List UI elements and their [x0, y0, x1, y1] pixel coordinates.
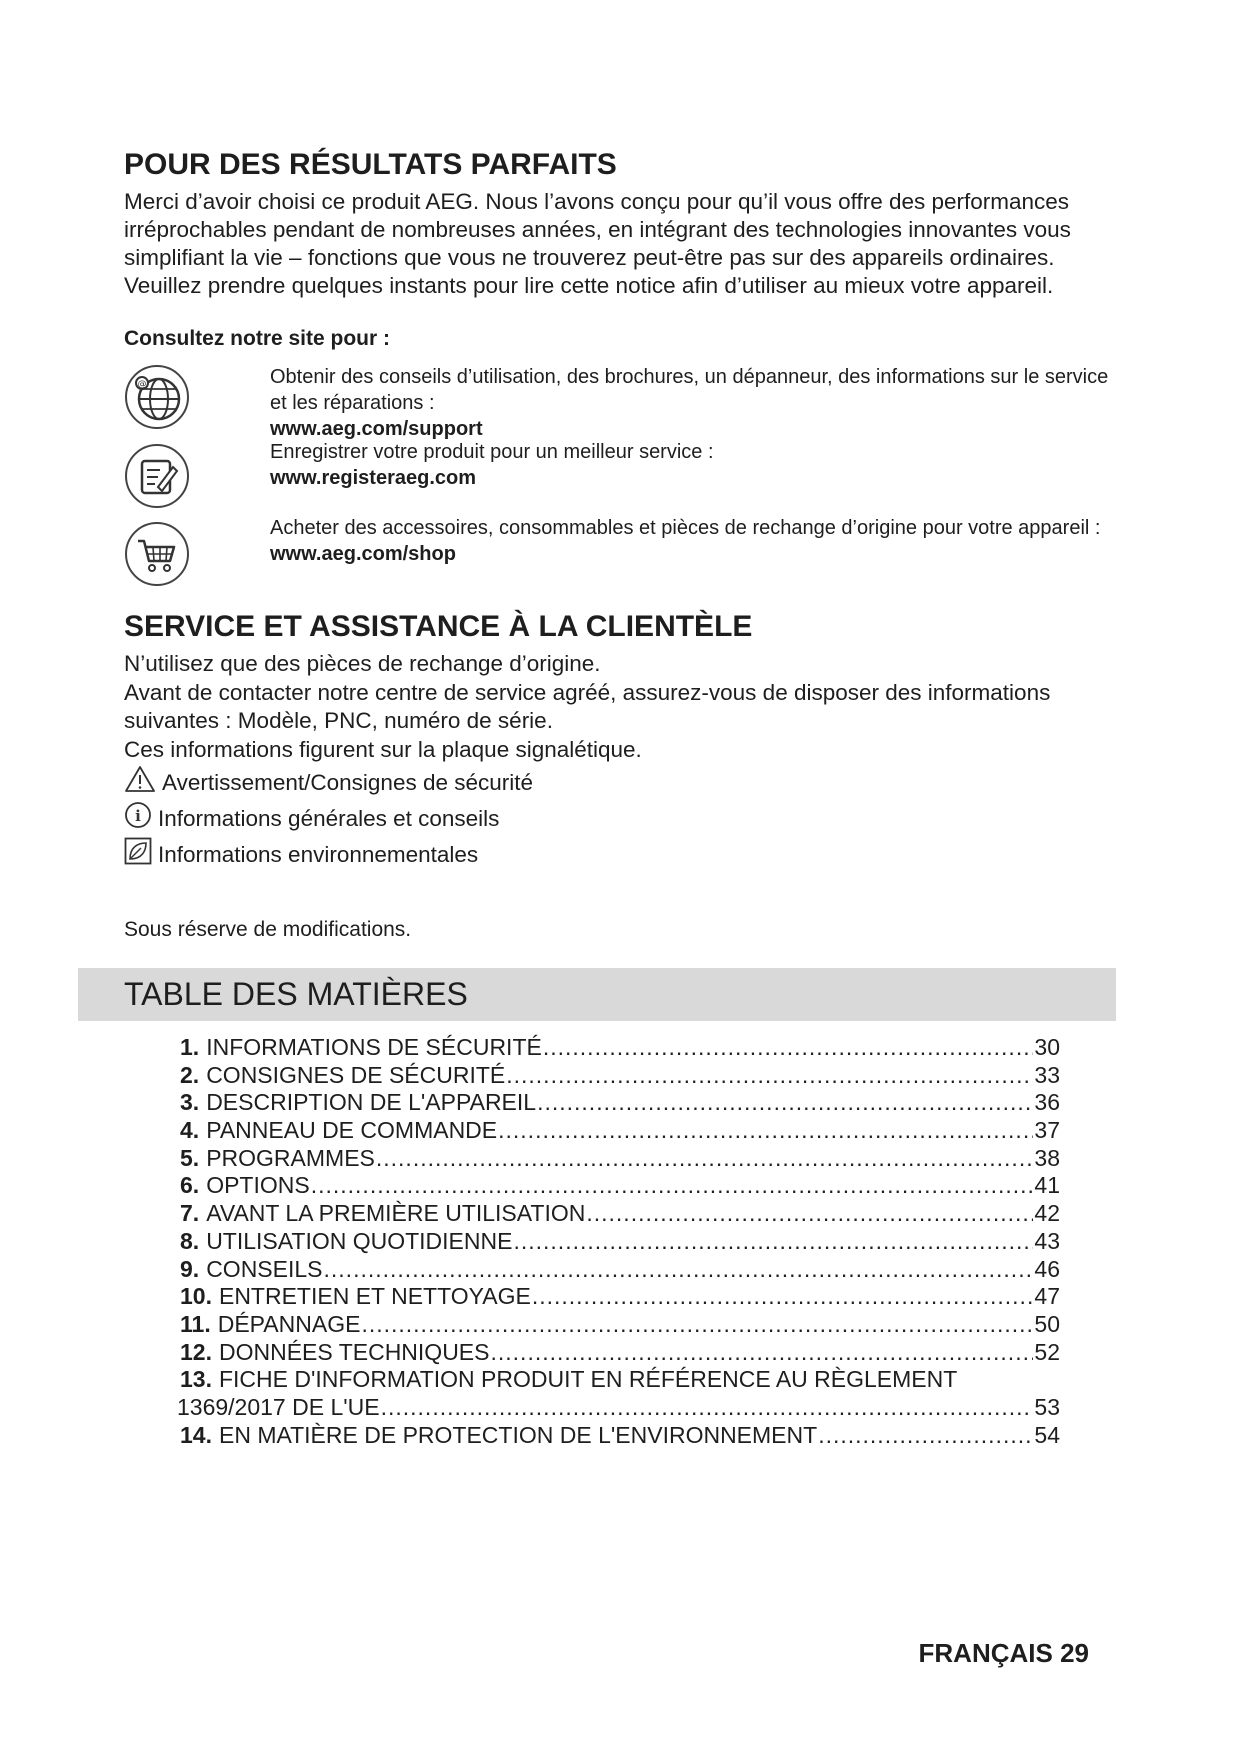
cart-icon [124, 521, 190, 587]
toc-item[interactable]: 11. DÉPANNAGE ..... 50 [180, 1311, 1060, 1339]
toc-item-continued[interactable]: 1369/2017 DE L'UE ..... 53 [177, 1394, 1060, 1422]
toc-item[interactable]: 10. ENTRETIEN ET NETTOYAGE ..... 47 [180, 1283, 1060, 1311]
table-of-contents [177, 1034, 1060, 1449]
section-title-results: POUR DES RÉSULTATS PARFAITS [124, 148, 617, 181]
toc-item[interactable]: 1. INFORMATIONS DE SÉCURITÉ ..... 30 [180, 1034, 1060, 1062]
legend-environment-label: Informations environnementales [158, 842, 479, 867]
support-url-link[interactable]: www.aeg.com/support [270, 418, 483, 440]
globe-icon [124, 364, 190, 430]
toc-item[interactable]: 3. DESCRIPTION DE L'APPAREIL ..... 36 [180, 1089, 1060, 1117]
info-icon [124, 801, 152, 829]
intro-paragraph: Merci d’avoir choisi ce produit AEG. Nous l’avons conçu pour qu’il vous offre des performances irréprochables pendant de nombreuses années, en intégrant des technologies innovantes vous simplifiant la vie – fonctions que vous ne trouverez peut-être pas sur des appareils ordinaires. Veuillez prendre quelques instants pour lire cette notice afin d’utiliser au mieux votre appareil. [124, 189, 1071, 298]
page-footer: FRANÇAIS 29 [918, 1638, 1089, 1668]
warning-icon [124, 765, 156, 793]
register-description: Enregistrer votre produit pour un meilleur service : [270, 441, 714, 463]
shop-url-link[interactable]: www.aeg.com/shop [270, 543, 456, 565]
service-text [124, 650, 1084, 764]
toc-item[interactable]: 6. OPTIONS ..... 41 [180, 1172, 1060, 1200]
toc-item[interactable]: 2. CONSIGNES DE SÉCURITÉ ..... 33 [180, 1062, 1060, 1090]
toc-item[interactable]: 4. PANNEAU DE COMMANDE ..... 37 [180, 1117, 1060, 1145]
toc-item[interactable]: 9. CONSEILS ..... 46 [180, 1256, 1060, 1284]
legend-warning-label: Avertissement/Consignes de sécurité [162, 770, 534, 795]
svg-text:@: @ [137, 379, 147, 390]
toc-item[interactable]: 12. DONNÉES TECHNIQUES ..... 52 [180, 1339, 1060, 1367]
register-url-link[interactable]: www.registeraeg.com [270, 467, 476, 489]
reserve-note: Sous réserve de modifications. [124, 918, 412, 941]
support-description: Obtenir des conseils d’utilisation, des brochures, un dépanneur, des informations sur le service et les réparations : [270, 366, 1109, 414]
svg-text:i: i [135, 807, 141, 825]
leaf-icon [124, 837, 152, 865]
toc-item[interactable]: 8. UTILISATION QUOTIDIENNE ..... 43 [180, 1228, 1060, 1256]
consult-label: Consultez notre site pour : [124, 327, 391, 350]
service-line: Avant de contacter notre centre de service agréé, assurez-vous de disposer des informations suivantes : Modèle, PNC, numéro de série. [124, 679, 1051, 733]
section-title-service: SERVICE ET ASSISTANCE À LA CLIENTÈLE [124, 610, 753, 643]
toc-item[interactable]: 13. FICHE D'INFORMATION PRODUIT EN RÉFÉRENCE AU RÈGLEMENT [180, 1366, 958, 1393]
service-line: Ces informations figurent sur la plaque signalétique. [124, 736, 642, 762]
legend-info-label: Informations générales et conseils [158, 806, 500, 831]
shop-description: Acheter des accessoires, consommables et pièces de rechange d’origine pour votre appareil : [270, 517, 1101, 539]
register-icon [124, 443, 190, 509]
toc-item[interactable]: 14. EN MATIÈRE DE PROTECTION DE L'ENVIRONNEMENT ..... 54 [180, 1422, 1060, 1450]
service-line: N’utilisez que des pièces de rechange d’origine. [124, 651, 601, 676]
toc-item[interactable]: 7. AVANT LA PREMIÈRE UTILISATION ..... 42 [180, 1200, 1060, 1228]
toc-title: TABLE DES MATIÈRES [124, 976, 468, 1012]
toc-item[interactable]: 5. PROGRAMMES ..... 38 [180, 1145, 1060, 1173]
